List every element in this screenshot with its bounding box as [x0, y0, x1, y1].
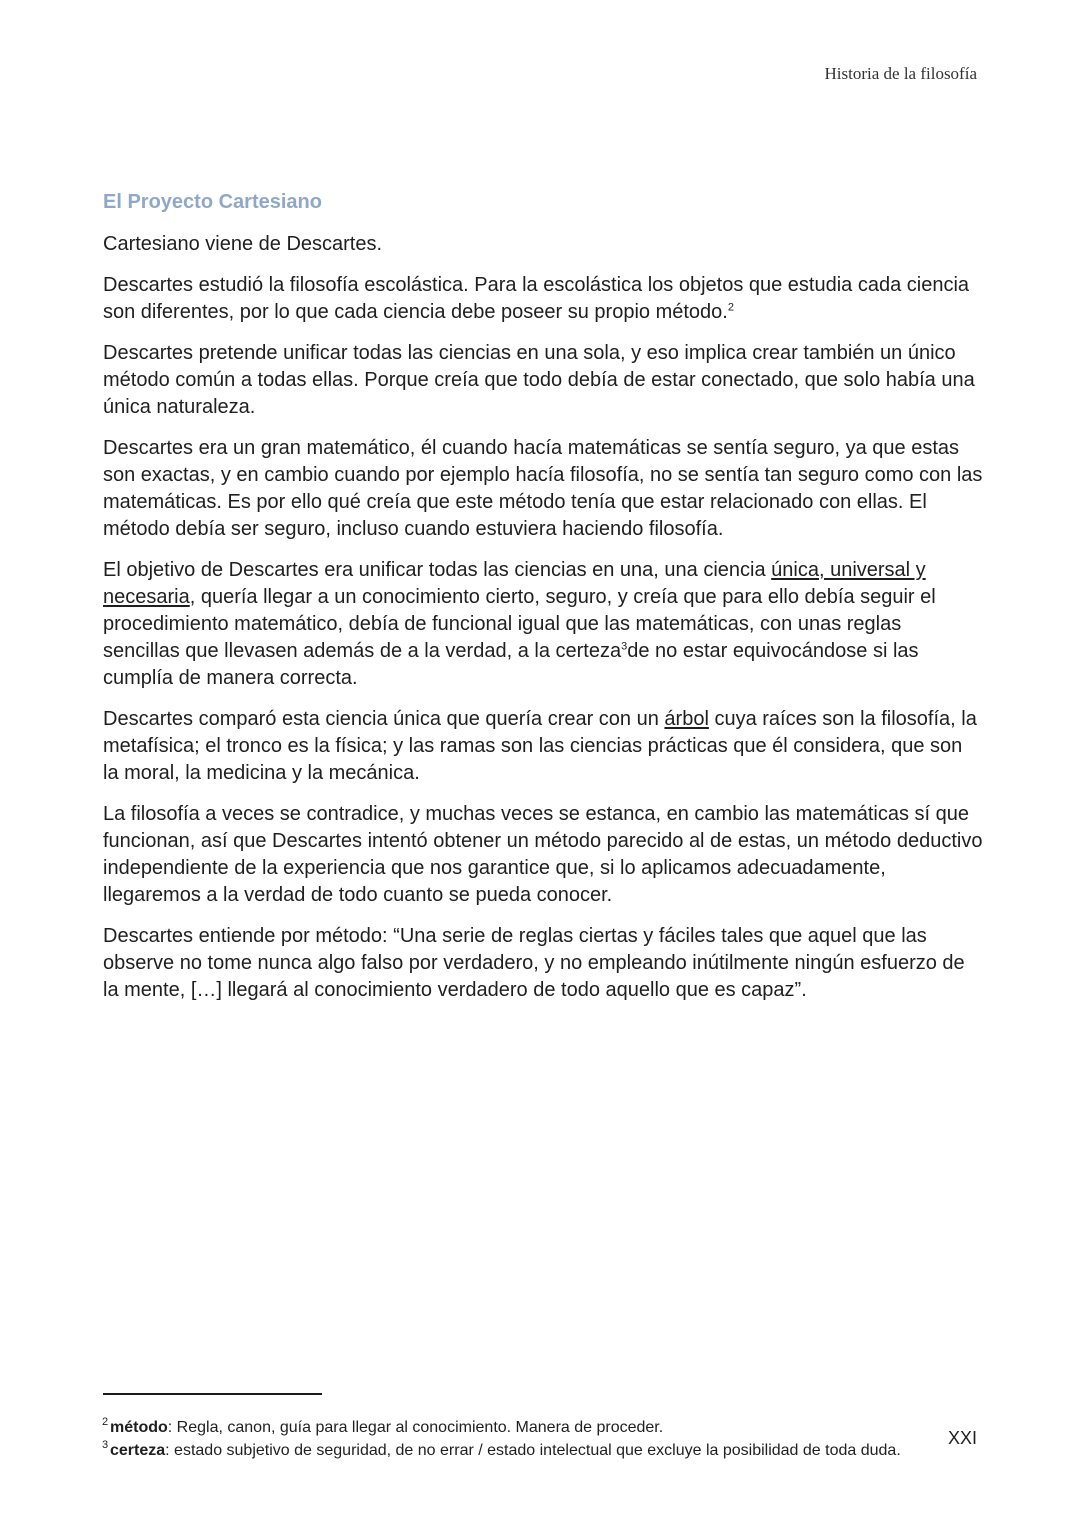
- paragraph-6: [103, 706, 983, 787]
- paragraph-1: Cartesiano viene de Descartes.: [103, 233, 383, 255]
- footnote-definition: : Regla, canon, guía para llegar al conocimiento. Manera de proceder.: [167, 1419, 664, 1436]
- paragraph-5-text-c: de no estar equivocándose si las cumplía de manera correcta.: [103, 640, 919, 689]
- footnote-divider: [103, 1393, 322, 1395]
- footnote-term: certeza: [110, 1442, 166, 1459]
- footnotes: [103, 1416, 903, 1462]
- paragraph-6-text-b: cuya raíces son la filosofía, la metafísica; el tronco es la física; y las ramas son las ciencias prácticas que él considera, que son la moral, la medicina y la mecánica.: [103, 708, 977, 784]
- paragraph-3: Descartes pretende unificar todas las ciencias en una sola, y eso implica crear también un único método común a todas ellas. Porque creía que todo debía de estar conectado, que solo había una única naturaleza.: [103, 342, 975, 418]
- paragraph-5: [103, 557, 983, 692]
- paragraph-5-text-b: , quería llegar a un conocimiento cierto, seguro, y creía que para ello debía seguir el procedimiento matemático, debía de funcional igual que las matemáticas, con unas reglas sencillas que llevasen además de a la verdad, a la certeza: [103, 586, 936, 662]
- underlined-word-arbol: árbol: [664, 708, 709, 730]
- paragraph-4: Descartes era un gran matemático, él cuando hacía matemáticas se sentía seguro, ya que estas son exactas, y en cambio cuando por ejemplo hacía filosofía, no se sentía tan seguro como con las matemáticas. Es por ello qué creía que este método tenía que estar relacionado con ellas. El método debía ser seguro, incluso cuando estuviera haciendo filosofía.: [103, 437, 983, 540]
- footnote-ref-2[interactable]: 2: [727, 301, 734, 314]
- paragraph-6-text-a: Descartes comparó esta ciencia única que quería crear con un: [103, 708, 665, 730]
- footnote-2: [103, 1416, 903, 1439]
- paragraph-7: La filosofía a veces se contradice, y muchas veces se estanca, en cambio las matemáticas sí que funcionan, así que Descartes intentó obtener un método parecido al de estas, un método deductivo independiente de la experiencia que nos garantice que, si lo aplicamos adecuadamente, llegaremos a la verdad de todo cuanto se pueda conocer.: [103, 803, 983, 906]
- page-number: XXI: [947, 1428, 977, 1448]
- paragraph-5-text-a: El objetivo de Descartes era unificar todas las ciencias en una, una ciencia: [103, 559, 772, 581]
- main-content: [103, 188, 983, 1018]
- paragraph-2-text: Descartes estudió la filosofía escolástica. Para la escolástica los objetos que estudia cada ciencia son diferentes, por lo que cada ciencia debe poseer su propio método.: [103, 274, 970, 323]
- footnote-number: 3: [102, 1439, 109, 1451]
- footnote-3: [103, 1439, 903, 1462]
- footnote-term: método: [110, 1419, 168, 1436]
- paragraph-2: [103, 272, 983, 326]
- footnote-definition: : estado subjetivo de seguridad, de no errar / estado intelectual que excluye la posibilidad de toda duda.: [165, 1442, 901, 1459]
- section-title: El Proyecto Cartesiano: [103, 191, 322, 213]
- underlined-phrase-unica-universal-necesaria: única, universal y necesaria: [103, 559, 926, 608]
- running-header: Historia de la filosofía: [824, 64, 977, 83]
- footnote-ref-3[interactable]: 3: [621, 640, 628, 653]
- paragraph-8: Descartes entiende por método: “Una serie de reglas ciertas y fáciles tales que aquel que las observe no tome nunca algo falso por verdadero, y no empleando inútilmente ningún esfuerzo de la mente, […] llegará al conocimiento verdadero de todo aquello que es capaz”.: [103, 925, 965, 1001]
- footnote-number: 2: [102, 1416, 109, 1428]
